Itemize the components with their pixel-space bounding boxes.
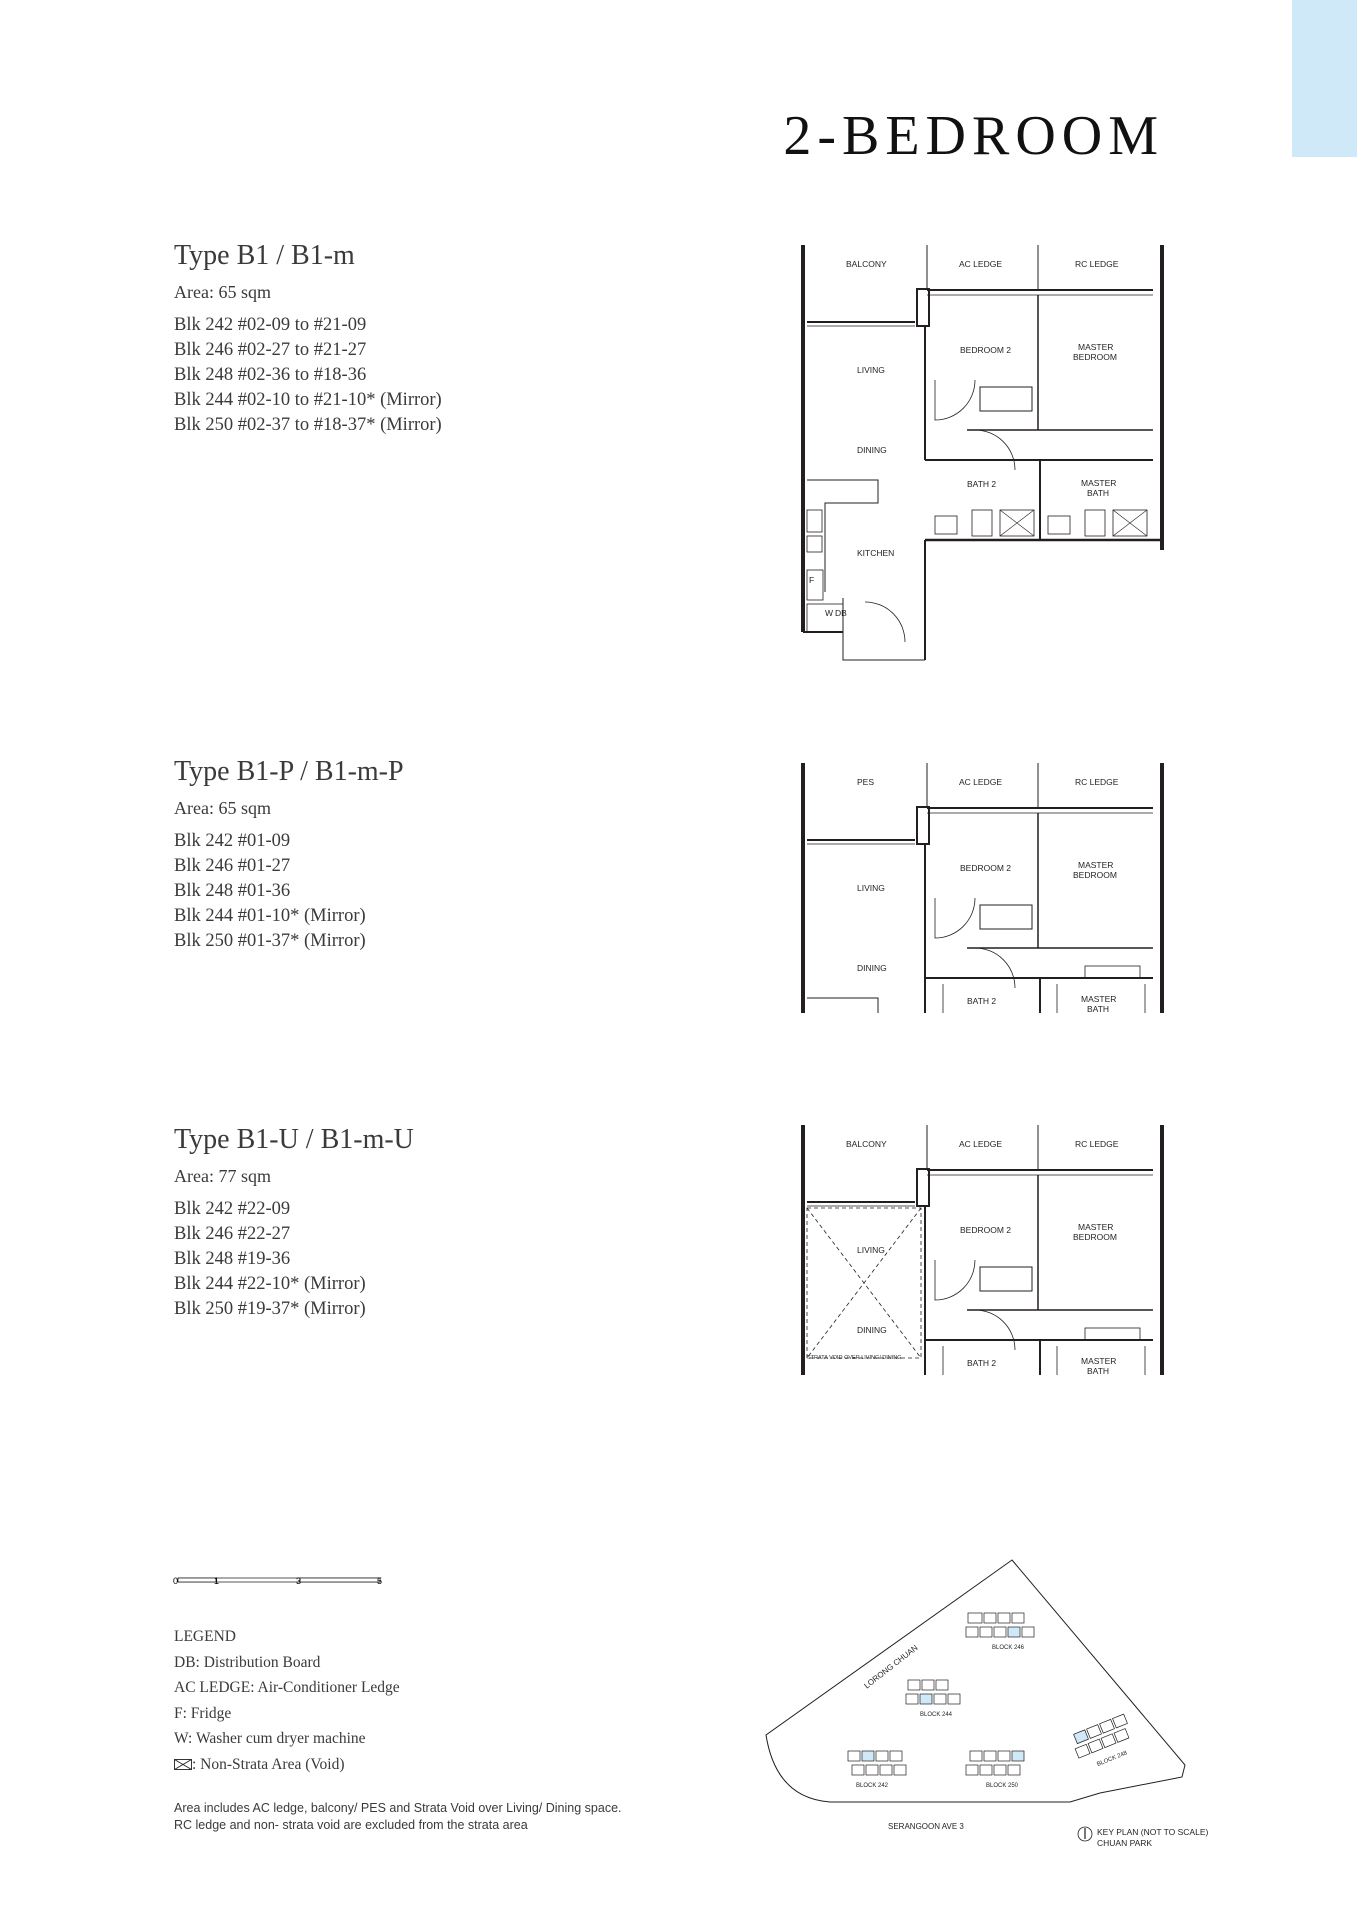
legend-item: W: Washer cum dryer machine	[174, 1730, 366, 1747]
unit-type-b1-p	[174, 756, 404, 954]
block-244-cluster	[906, 1680, 960, 1704]
plan-label-fridge: F	[809, 575, 815, 585]
scale-bar	[172, 1570, 392, 1599]
legend-item: DB: Distribution Board	[174, 1653, 321, 1671]
corner-color-tab	[1292, 0, 1357, 157]
plan-label-dining: DINING	[857, 1325, 887, 1335]
plan-label-db: DB	[835, 608, 847, 618]
plan-label-master-bath: MASTER	[1081, 1356, 1117, 1366]
block-250-cluster	[966, 1751, 1024, 1775]
legend-item: AC LEDGE: Air-Conditioner Ledge	[174, 1679, 400, 1696]
plan-label-master-bedroom: MASTER	[1078, 342, 1114, 352]
plan-label-washer: W	[825, 608, 834, 618]
legend-list	[174, 1650, 400, 1778]
key-plan-block-label: BLOCK 244	[920, 1712, 953, 1718]
plan-label-dining: DINING	[857, 963, 887, 973]
plan-label-master-bedroom: MASTER	[1078, 860, 1114, 870]
plan-label-outdoor: BALCONY	[846, 1139, 887, 1149]
plan-label-ac-ledge: AC LEDGE	[959, 1139, 1002, 1149]
scale-tick-label: 5	[377, 1576, 383, 1586]
plan-label-rc-ledge: RC LEDGE	[1075, 777, 1119, 787]
list-item: Blk 242 #22-09	[174, 1199, 291, 1219]
plan-label-master-bath: MASTER	[1081, 994, 1117, 1004]
key-plan-road-label: SERANGOON AVE 3	[888, 1822, 964, 1831]
list-item: Blk 248 #19-36	[174, 1249, 291, 1269]
floor-plan-b1	[795, 240, 1175, 670]
unit-area: Area: 77 sqm	[174, 1166, 271, 1186]
plan-label-bedroom-2: BEDROOM 2	[960, 1225, 1012, 1235]
key-plan	[760, 1555, 1220, 1890]
plan-label-kitchen: KITCHEN	[857, 548, 895, 558]
list-item: Blk 250 #19-37* (Mirror)	[174, 1299, 366, 1319]
key-plan-block-label: BLOCK 246	[992, 1645, 1025, 1651]
scale-tick-label: 3	[296, 1576, 302, 1586]
key-plan-block-label: BLOCK 250	[986, 1783, 1019, 1789]
floor-plan-b1-u	[795, 1120, 1175, 1376]
list-item: Blk 246 #22-27	[174, 1224, 291, 1244]
list-item: Blk 242 #02-09 to #21-09	[174, 315, 367, 335]
legend-item-void	[174, 1752, 400, 1778]
plan-label-bath-2: BATH 2	[967, 479, 997, 489]
unit-title: Type B1 / B1-m	[174, 240, 355, 271]
list-item: Blk 244 #02-10 to #21-10* (Mirror)	[174, 390, 442, 410]
floor-plan-b1-p	[795, 758, 1175, 1014]
list-item: Blk 246 #01-27	[174, 856, 291, 876]
unit-type-b1-u	[174, 1124, 414, 1322]
plan-label-bedroom-2: BEDROOM 2	[960, 863, 1012, 873]
key-plan-road-label: LORONG CHUAN	[862, 1643, 920, 1691]
unit-title: Type B1-P / B1-m-P	[174, 756, 404, 787]
plan-label-bedroom-2: BEDROOM 2	[960, 345, 1012, 355]
plan-label-bath-2: BATH 2	[967, 1358, 997, 1368]
plan-label-outdoor: PES	[857, 777, 875, 787]
plan-label-ac-ledge: AC LEDGE	[959, 259, 1002, 269]
plan-label-living: LIVING	[857, 883, 885, 893]
plan-label-master-bedroom: BEDROOM	[1073, 1232, 1117, 1242]
scale-tick-label: 0	[173, 1576, 179, 1586]
list-item: Blk 242 #01-09	[174, 831, 291, 851]
north-arrow-icon	[1078, 1827, 1092, 1841]
plan-label-master-bath: BATH	[1087, 1366, 1110, 1376]
unit-type-b1	[174, 240, 442, 438]
legend	[174, 1624, 400, 1777]
list-item: Blk 250 #01-37* (Mirror)	[174, 931, 366, 951]
block-246-cluster	[966, 1613, 1034, 1637]
list-item: Blk 248 #01-36	[174, 881, 291, 901]
plan-label-strata-void: STRATA VOID OVER LIVING/ DINING	[807, 1355, 902, 1361]
legend-item: F: Fridge	[174, 1704, 232, 1722]
list-item: Blk 248 #02-36 to #18-36	[174, 365, 367, 385]
list-item: Blk 244 #01-10* (Mirror)	[174, 906, 366, 926]
legend-item-void-label: : Non-Strata Area (Void)	[192, 1755, 345, 1773]
void-cross-icon	[174, 1753, 192, 1764]
plan-label-master-bath: BATH	[1087, 1004, 1110, 1014]
page-title: 2-BEDROOM	[783, 105, 1164, 167]
plan-label-ac-ledge: AC LEDGE	[959, 777, 1002, 787]
unit-block-list	[174, 1197, 414, 1322]
footnote-line: RC ledge and non- strata void are excluded from the strata area	[174, 1818, 528, 1832]
footnote	[174, 1800, 622, 1834]
plan-label-rc-ledge: RC LEDGE	[1075, 259, 1119, 269]
key-plan-block-label: BLOCK 248	[1096, 1750, 1129, 1769]
plan-label-master-bedroom: MASTER	[1078, 1222, 1114, 1232]
plan-label-living: LIVING	[857, 365, 885, 375]
plan-label-master-bedroom: BEDROOM	[1073, 352, 1117, 362]
list-item: Blk 250 #02-37 to #18-37* (Mirror)	[174, 415, 442, 435]
plan-label-dining: DINING	[857, 445, 887, 455]
list-item: Blk 244 #22-10* (Mirror)	[174, 1274, 366, 1294]
plan-label-living: LIVING	[857, 1245, 885, 1255]
plan-label-master-bedroom: BEDROOM	[1073, 870, 1117, 880]
unit-area: Area: 65 sqm	[174, 798, 271, 818]
plan-label-rc-ledge: RC LEDGE	[1075, 1139, 1119, 1149]
unit-area: Area: 65 sqm	[174, 282, 271, 302]
plan-label-outdoor: BALCONY	[846, 259, 887, 269]
plan-label-master-bath: BATH	[1087, 488, 1110, 498]
footnote-line: Area includes AC ledge, balcony/ PES and Strata Void over Living/ Dining space.	[174, 1801, 622, 1815]
block-242-cluster	[848, 1751, 906, 1775]
plan-label-master-bath: MASTER	[1081, 478, 1117, 488]
key-plan-block-label: BLOCK 242	[856, 1783, 889, 1789]
list-item: Blk 246 #02-27 to #21-27	[174, 340, 367, 360]
unit-block-list	[174, 829, 404, 954]
plan-label-bath-2: BATH 2	[967, 996, 997, 1006]
unit-title: Type B1-U / B1-m-U	[174, 1124, 414, 1155]
unit-block-list	[174, 313, 442, 438]
key-plan-subtitle: CHUAN PARK	[1097, 1838, 1153, 1848]
legend-heading: LEGEND	[174, 1628, 236, 1645]
key-plan-title: KEY PLAN (NOT TO SCALE)	[1097, 1827, 1209, 1837]
scale-tick-label: 1	[214, 1576, 220, 1586]
